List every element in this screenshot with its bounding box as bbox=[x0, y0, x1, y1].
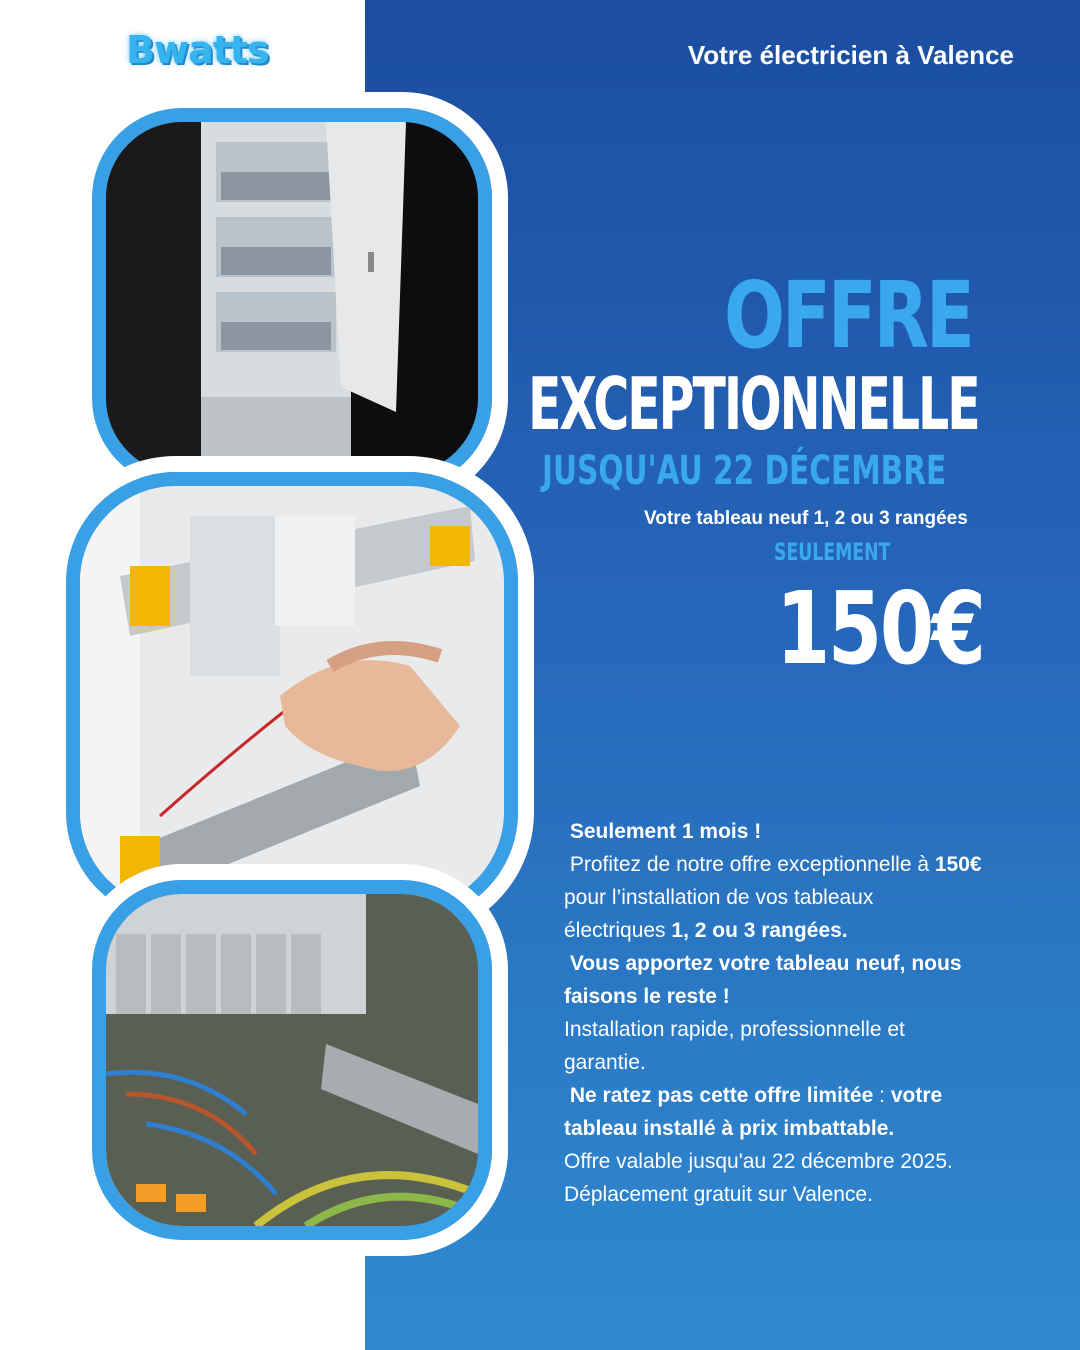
headline-exceptionnelle: EXCEPTIONNELLE bbox=[528, 362, 979, 446]
desc-line bbox=[564, 815, 1044, 848]
offer-subtitle: Votre tableau neuf 1, 2 ou 3 rangées bbox=[644, 508, 968, 529]
seulement-label: SEULEMENT bbox=[774, 538, 891, 566]
desc-line bbox=[564, 1013, 1044, 1046]
desc-bold: tableau installé à prix imbattable. bbox=[564, 1117, 895, 1140]
desc-bold: votre bbox=[890, 1084, 943, 1107]
breaker-wiring-photo bbox=[66, 472, 518, 922]
desc-line bbox=[564, 848, 1044, 881]
desc-text: électriques bbox=[564, 919, 672, 942]
desc-text: Installation rapide, professionnelle et bbox=[564, 1018, 905, 1041]
desc-bold: Seulement 1 mois ! bbox=[569, 820, 762, 843]
desc-line bbox=[564, 914, 1044, 947]
desc-line bbox=[564, 881, 1044, 914]
wired-panel-photo bbox=[92, 880, 492, 1240]
headline-offre: OFFRE bbox=[724, 262, 972, 369]
desc-bold: faisons le reste ! bbox=[564, 985, 730, 1008]
offer-description bbox=[564, 815, 1044, 1211]
desc-text: pour l’installation de vos tableaux bbox=[564, 886, 874, 909]
desc-line bbox=[564, 1046, 1044, 1079]
desc-line bbox=[564, 1112, 1044, 1145]
electrical-cabinet-photo bbox=[92, 108, 492, 488]
desc-bold: Vous apportez votre tableau neuf, nous bbox=[569, 952, 962, 975]
desc-bold: 150€ bbox=[934, 853, 982, 876]
desc-text: Profitez de notre offre exceptionnelle à bbox=[569, 853, 935, 876]
desc-line bbox=[564, 980, 1044, 1013]
brand-tagline: Votre électricien à Valence bbox=[687, 40, 1014, 70]
desc-line bbox=[564, 1178, 1044, 1211]
desc-bold: 1, 2 ou 3 rangées. bbox=[671, 919, 848, 942]
desc-text: Déplacement gratuit sur Valence. bbox=[564, 1183, 873, 1206]
headline-date: JUSQU'AU 22 DÉCEMBRE bbox=[542, 448, 947, 494]
offer-price: 150€ bbox=[776, 570, 984, 687]
desc-text: garantie. bbox=[564, 1051, 646, 1074]
brand-logo: Bwatts bbox=[126, 28, 269, 72]
desc-text: : bbox=[873, 1084, 891, 1107]
desc-line bbox=[564, 1079, 1044, 1112]
desc-text: Offre valable jusqu'au 22 décembre 2025. bbox=[564, 1150, 953, 1173]
desc-line bbox=[564, 1145, 1044, 1178]
desc-bold: Ne ratez pas cette offre limitée bbox=[569, 1084, 874, 1107]
desc-line bbox=[564, 947, 1044, 980]
